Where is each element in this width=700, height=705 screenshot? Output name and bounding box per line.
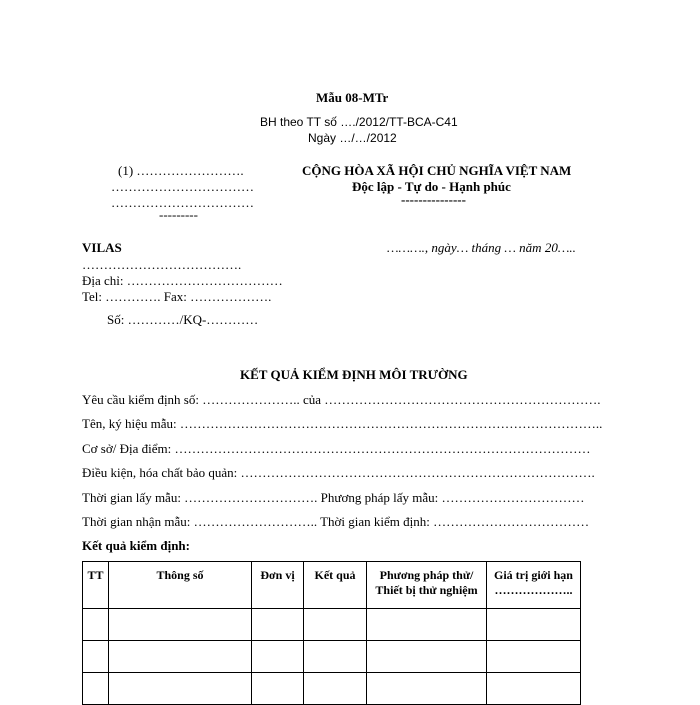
vilas-label: VILAS [82, 240, 122, 255]
national-motto: Độc lập - Tự do - Hạnh phúc [352, 179, 511, 194]
date-line: ………., ngày… tháng … năm 20….. [387, 240, 576, 255]
table-cell [109, 641, 252, 673]
issued-by: BH theo TT số …./2012/TT-BCA-C41 [260, 115, 458, 129]
national-title: CỘNG HÒA XÃ HỘI CHỦ NGHĨA VIỆT NAM [302, 163, 572, 178]
table-row [83, 609, 581, 641]
org-line-4: --------- [159, 207, 198, 222]
lab-number: Số: …………/KQ-………… [107, 312, 259, 327]
table-cell [367, 609, 487, 641]
col-header-result: Kết quả [304, 562, 367, 609]
document-title: KẾT QUẢ KIỂM ĐỊNH MÔI TRƯỜNG [240, 367, 468, 382]
table-cell [83, 641, 109, 673]
col-header-unit: Đơn vị [252, 562, 304, 609]
table-cell [304, 641, 367, 673]
table-cell [367, 641, 487, 673]
lab-tel-fax: Tel: …………. Fax: ………………. [82, 289, 272, 304]
field-sampling-time: Thời gian lấy mẫu: …………………………. Phương pháp lấy mẫu: …………………………… [82, 490, 585, 505]
field-sample: Tên, ký hiệu mẫu: …………………………………………………………………………………….. [82, 416, 603, 431]
table-header-row [83, 562, 581, 609]
col-header-method: Phương pháp thử/ Thiết bị thử nghiệm [367, 562, 487, 609]
org-line-1: (1) ……………………. [118, 163, 244, 178]
table-cell [487, 609, 581, 641]
org-line-2: …………………………… [111, 179, 254, 194]
table-cell [487, 641, 581, 673]
lab-dots: ………………………………. [82, 257, 242, 272]
org-line-3: …………………………… [111, 195, 254, 210]
col-header-limit: Giá trị giới hạn ……………….. [487, 562, 581, 609]
field-receive-time: Thời gian nhận mẫu: ……………………….. Thời gian kiểm định: ……………………………… [82, 514, 590, 529]
field-conditions: Điều kiện, hóa chất bảo quản: ………………………………………………………………………. [82, 465, 595, 480]
col-header-tt: TT [83, 562, 109, 609]
table-cell [252, 641, 304, 673]
national-rule: --------------- [401, 192, 466, 207]
table-row [83, 641, 581, 673]
table-cell [252, 609, 304, 641]
field-request: Yêu cầu kiểm định số: ………………….. của ………………………………………………………. [82, 392, 601, 407]
results-table [82, 561, 581, 705]
lab-address: Địa chỉ: ……………………………… [82, 273, 283, 288]
table-cell [83, 609, 109, 641]
issued-date: Ngày …/…/2012 [308, 131, 397, 145]
field-facility: Cơ sở/ Địa điểm: …………………………………………………………………………………… [82, 441, 591, 456]
results-label: Kết quả kiểm định: [82, 538, 190, 553]
form-code: Mẫu 08-MTr [316, 90, 389, 105]
col-header-parameter: Thông số [109, 562, 252, 609]
table-cell [304, 609, 367, 641]
table-cell [109, 609, 252, 641]
